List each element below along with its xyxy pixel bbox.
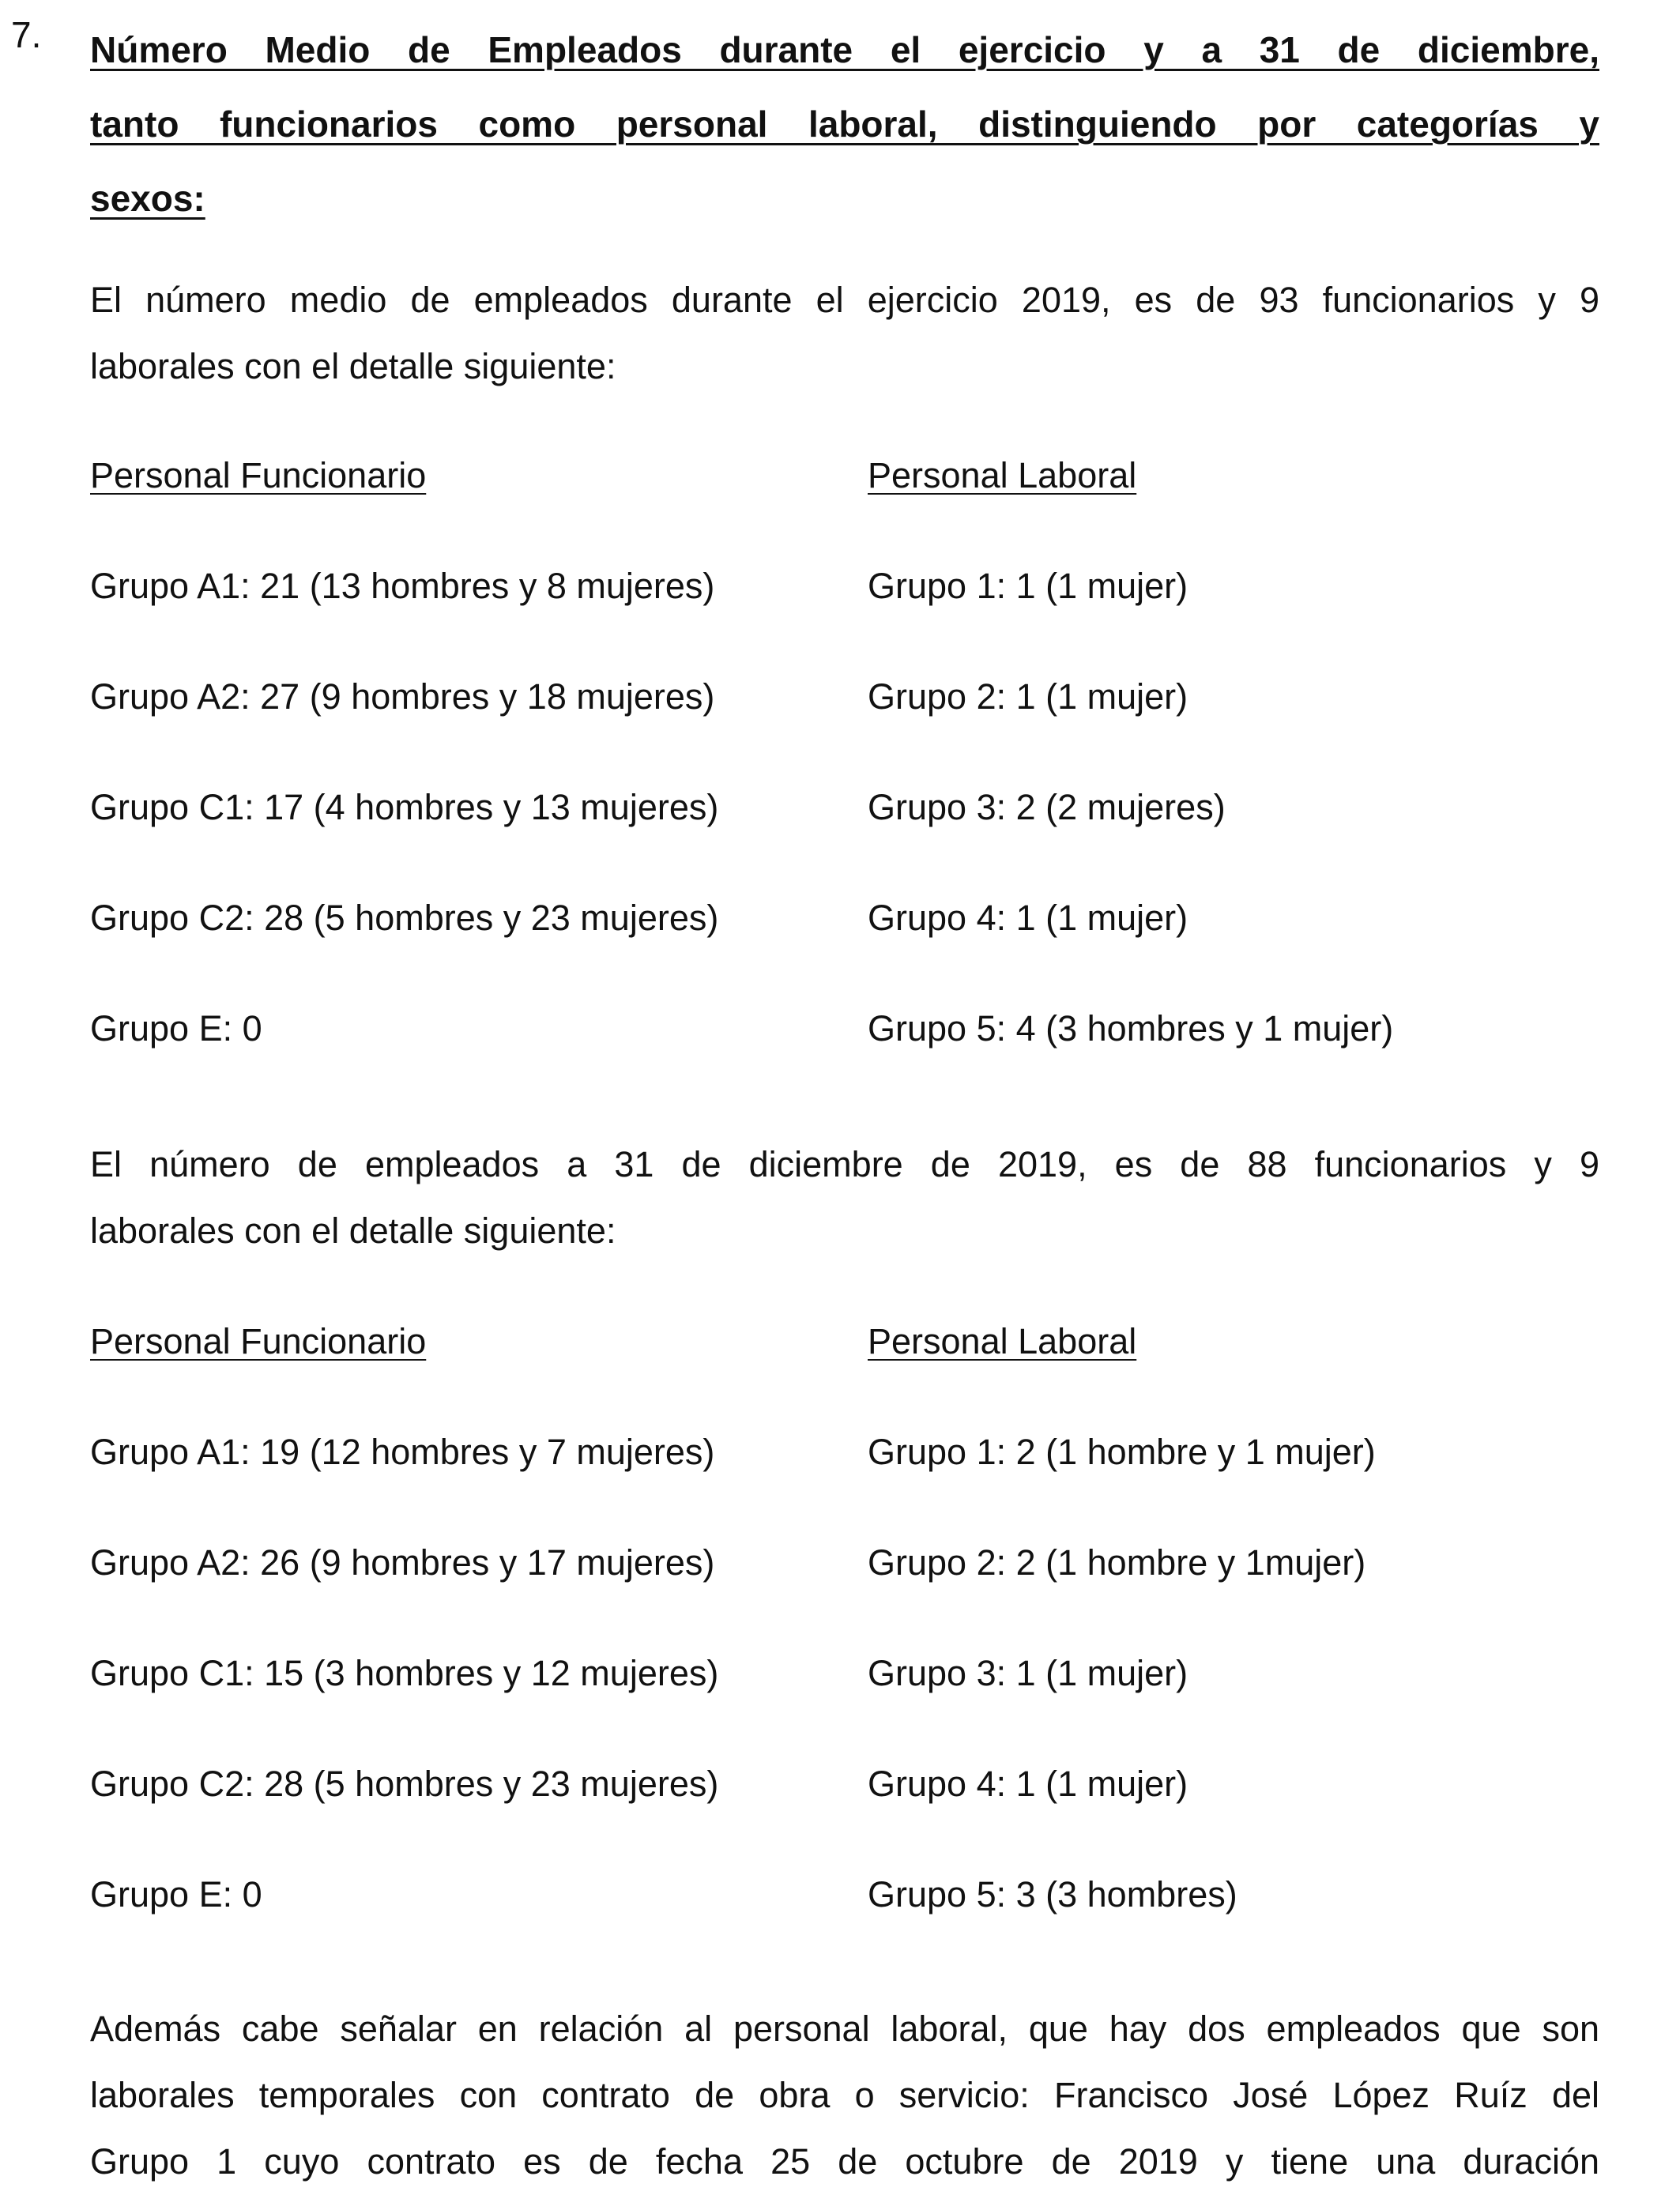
block1-funcionario-item: Grupo E: 0 bbox=[90, 1008, 262, 1049]
closing-line: Además cabe señalar en relación al personal laboral, que hay dos empleados que son bbox=[90, 2009, 1599, 2049]
block1-laboral-item: Grupo 5: 4 (3 hombres y 1 mujer) bbox=[868, 1008, 1394, 1049]
block2-funcionario-item: Grupo C2: 28 (5 hombres y 23 mujeres) bbox=[90, 1764, 719, 1804]
closing-paragraph bbox=[90, 1996, 1599, 2195]
block1-funcionario-title: Personal Funcionario bbox=[90, 455, 427, 495]
intro-line: laborales con el detalle siguiente: bbox=[90, 346, 616, 386]
block2-laboral-title: Personal Laboral bbox=[868, 1321, 1137, 1361]
block1-laboral-item: Grupo 2: 1 (1 mujer) bbox=[868, 676, 1188, 717]
section-heading bbox=[90, 13, 1599, 235]
block2-funcionario-item: Grupo C1: 15 (3 hombres y 12 mujeres) bbox=[90, 1653, 719, 1693]
block1-laboral-item: Grupo 3: 2 (2 mujeres) bbox=[868, 787, 1226, 827]
heading-line: sexos: bbox=[90, 178, 205, 219]
closing-line: Grupo 1 cuyo contrato es de fecha 25 de octubre de 2019 y tiene una duración bbox=[90, 2141, 1599, 2182]
block2-laboral-item: Grupo 5: 3 (3 hombres) bbox=[868, 1874, 1237, 1915]
block2-intro bbox=[90, 1131, 1599, 1264]
block1-intro bbox=[90, 267, 1599, 400]
block1-funcionario-item: Grupo A2: 27 (9 hombres y 18 mujeres) bbox=[90, 676, 715, 717]
block2-funcionario-item: Grupo E: 0 bbox=[90, 1874, 262, 1915]
block1-funcionario-item: Grupo A1: 21 (13 hombres y 8 mujeres) bbox=[90, 566, 715, 606]
block2-laboral-item: Grupo 3: 1 (1 mujer) bbox=[868, 1653, 1188, 1693]
intro-line: El número de empleados a 31 de diciembre de 2019, es de 88 funcionarios y 9 bbox=[90, 1144, 1599, 1184]
heading-line: Número Medio de Empleados durante el ejercicio y a 31 de diciembre, bbox=[90, 29, 1599, 70]
block1-laboral-item: Grupo 4: 1 (1 mujer) bbox=[868, 898, 1188, 938]
heading-line: tanto funcionarios como personal laboral, distinguiendo por categorías y bbox=[90, 104, 1599, 145]
block1-laboral-title: Personal Laboral bbox=[868, 455, 1137, 495]
block1-funcionario-item: Grupo C2: 28 (5 hombres y 23 mujeres) bbox=[90, 898, 719, 938]
closing-line: laborales temporales con contrato de obra o servicio: Francisco José López Ruíz del bbox=[90, 2075, 1599, 2115]
intro-line: El número medio de empleados durante el ejercicio 2019, es de 93 funcionarios y 9 bbox=[90, 280, 1599, 320]
intro-line: laborales con el detalle siguiente: bbox=[90, 1210, 616, 1251]
block2-laboral-item: Grupo 2: 2 (1 hombre y 1mujer) bbox=[868, 1542, 1366, 1583]
block2-funcionario-item: Grupo A1: 19 (12 hombres y 7 mujeres) bbox=[90, 1432, 715, 1472]
block1-funcionario-item: Grupo C1: 17 (4 hombres y 13 mujeres) bbox=[90, 787, 719, 827]
block2-funcionario-title: Personal Funcionario bbox=[90, 1321, 427, 1361]
block2-laboral-item: Grupo 4: 1 (1 mujer) bbox=[868, 1764, 1188, 1804]
block1-laboral-item: Grupo 1: 1 (1 mujer) bbox=[868, 566, 1188, 606]
block2-funcionario-item: Grupo A2: 26 (9 hombres y 17 mujeres) bbox=[90, 1542, 715, 1583]
section-number: 7. bbox=[11, 14, 42, 55]
block2-laboral-item: Grupo 1: 2 (1 hombre y 1 mujer) bbox=[868, 1432, 1376, 1472]
